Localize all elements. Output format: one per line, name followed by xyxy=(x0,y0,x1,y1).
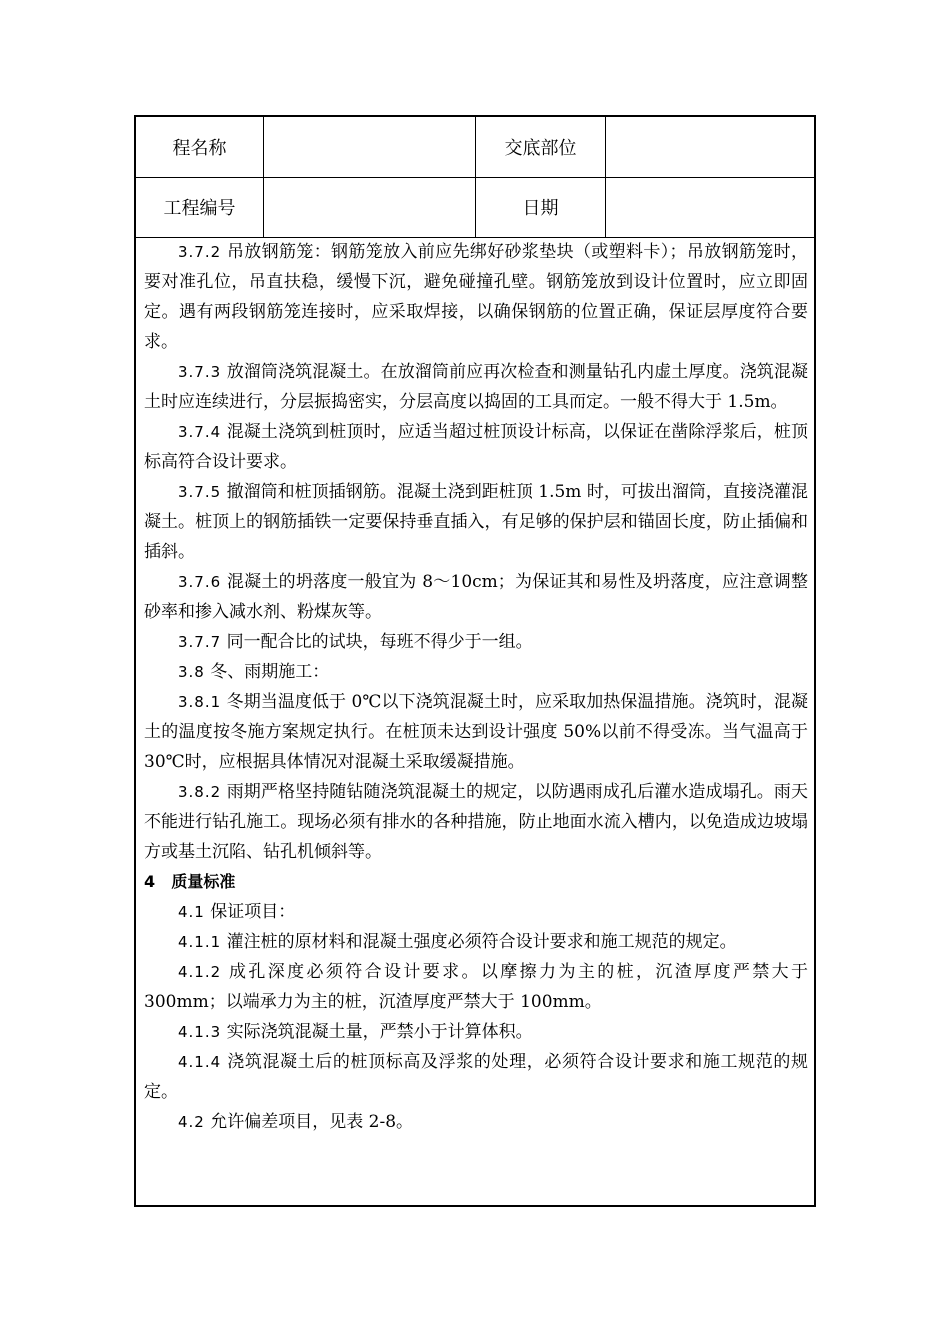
clause-number: 3.7.6 xyxy=(178,573,222,591)
paragraph xyxy=(144,687,808,777)
project-name-value xyxy=(264,117,476,177)
clause-text: 灌注桩的原材料和混凝土强度必须符合设计要求和施工规范的规定。 xyxy=(226,932,737,952)
paragraph xyxy=(144,1017,808,1047)
paragraph xyxy=(144,477,808,567)
clause-text: 冬、雨期施工： xyxy=(210,662,330,682)
clause-text: 混凝土的坍落度一般宜为 8～10cm；为保证其和易性及坍落度，应注意调整砂率和掺入减水剂、粉煤灰等。 xyxy=(144,572,808,622)
paragraph xyxy=(144,957,808,1017)
clause-text: 保证项目： xyxy=(210,902,296,922)
paragraph xyxy=(144,1047,808,1107)
clause-number: 3.7.5 xyxy=(178,483,222,501)
clause-number: 3.7.7 xyxy=(178,633,222,651)
project-no-label: 工程编号 xyxy=(136,177,264,237)
clause-number: 4.1.3 xyxy=(178,1023,222,1041)
paragraph xyxy=(144,237,808,357)
paragraph xyxy=(144,627,808,657)
clause-number: 3.7.4 xyxy=(178,423,222,441)
location-label: 交底部位 xyxy=(476,117,606,177)
header-row-2 xyxy=(136,177,814,238)
clause-number: 4.1.2 xyxy=(178,963,222,981)
document-table xyxy=(134,115,816,1207)
clause-number: 4.2 xyxy=(178,1113,205,1131)
project-name-label: 程名称 xyxy=(136,117,264,177)
paragraph xyxy=(144,897,808,927)
clause-text: 实际浇筑混凝土量，严禁小于计算体积。 xyxy=(226,1022,533,1042)
clause-text: 冬期当温度低于 0℃以下浇筑混凝土时，应采取加热保温措施。浇筑时，混凝土的温度按冬施方案规定执行。在桩顶未达到设计强度 50%以前不得受冻。当气温高于 30℃时，应根据具体情况对混凝土采取缓凝措施。 xyxy=(144,692,808,772)
paragraph xyxy=(144,777,808,867)
clause-text: 浇筑混凝土后的桩顶标高及浮浆的处理，必须符合设计要求和施工规范的规定。 xyxy=(144,1052,809,1102)
paragraph xyxy=(144,927,808,957)
section-number: 4 xyxy=(144,872,156,891)
header-row-1 xyxy=(136,117,814,178)
location-value xyxy=(606,117,814,177)
clause-number: 3.7.3 xyxy=(178,363,222,381)
clause-text: 成孔深度必须符合设计要求。以摩擦力为主的桩，沉渣厚度严禁大于 300mm；以端承力为主的桩，沉渣厚度严禁大于 100mm。 xyxy=(144,962,809,1012)
date-value xyxy=(606,177,814,237)
body-text xyxy=(144,237,808,1137)
clause-text: 同一配合比的试块，每班不得少于一组。 xyxy=(226,632,533,652)
paragraph xyxy=(144,657,808,687)
paragraph xyxy=(144,357,808,417)
date-label: 日期 xyxy=(476,177,606,237)
clause-number: 3.7.2 xyxy=(178,243,222,261)
clause-number: 3.8.1 xyxy=(178,693,222,711)
clause-number: 4.1.1 xyxy=(178,933,222,951)
section-heading xyxy=(144,867,808,897)
clause-text: 撤溜筒和桩顶插钢筋。混凝土浇到距桩顶 1.5m 时，可拔出溜筒，直接浇灌混凝土。桩顶上的钢筋插铁一定要保持垂直插入，有足够的保护层和锚固长度，防止插偏和插斜。 xyxy=(144,482,808,562)
paragraph xyxy=(144,567,808,627)
clause-text: 允许偏差项目，见表 2-8。 xyxy=(210,1112,414,1132)
clause-text: 放溜筒浇筑混凝土。在放溜筒前应再次检查和测量钻孔内虚土厚度。浇筑混凝土时应连续进行，分层振捣密实，分层高度以捣固的工具而定。一般不得大于 1.5m。 xyxy=(144,362,809,412)
clause-text: 雨期严格坚持随钻随浇筑混凝土的规定，以防遇雨成孔后灌水造成塌孔。雨天不能进行钻孔施工。现场必须有排水的各种措施，防止地面水流入槽内，以免造成边坡塌方或基土沉陷、钻孔机倾斜等。 xyxy=(144,782,809,862)
clause-text: 吊放钢筋笼：钢筋笼放入前应先绑好砂浆垫块（或塑料卡）；吊放钢筋笼时，要对准孔位，吊直扶稳，缓慢下沉，避免碰撞孔壁。钢筋笼放到设计位置时，应立即固定。遇有两段钢筋笼连接时，应采取焊接，以确保钢筋的位置正确，保证层厚度符合要求。 xyxy=(144,242,809,352)
paragraph xyxy=(144,417,808,477)
clause-number: 4.1.4 xyxy=(178,1053,222,1071)
clause-number: 3.8 xyxy=(178,663,205,681)
section-title: 质量标准 xyxy=(171,872,236,891)
clause-text: 混凝土浇筑到桩顶时，应适当超过桩顶设计标高，以保证在凿除浮浆后，桩顶标高符合设计要求。 xyxy=(144,422,809,472)
project-no-value xyxy=(264,177,476,237)
paragraph xyxy=(144,1107,808,1137)
clause-number: 4.1 xyxy=(178,903,205,921)
clause-number: 3.8.2 xyxy=(178,783,222,801)
